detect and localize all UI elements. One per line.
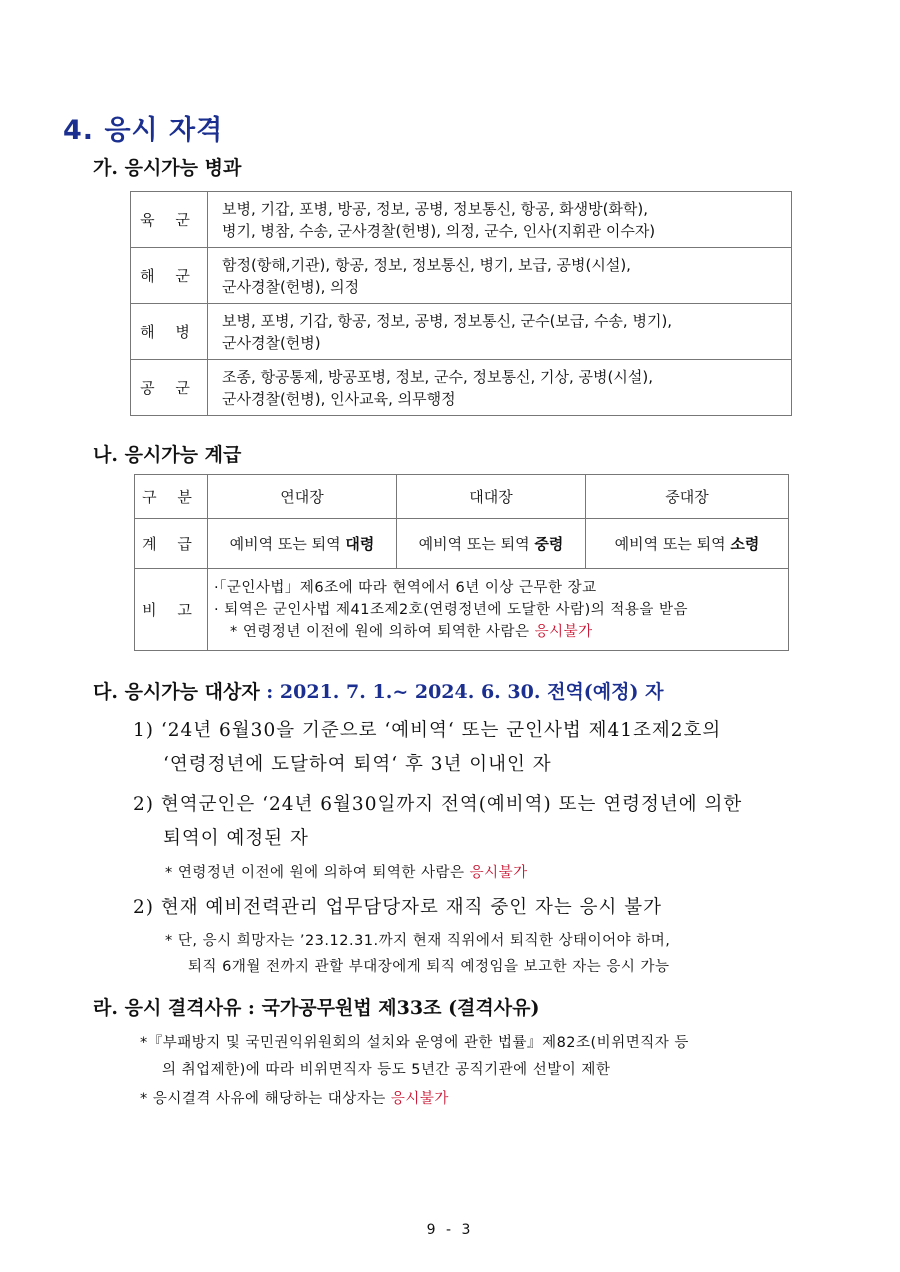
rank-col1: 예비역 또는 퇴역 대령 bbox=[208, 519, 397, 569]
disqualification-note-1-cont: 의 취업제한)에 따라 비위면직자 등도 5년간 공직기관에 선발이 제한 bbox=[162, 1062, 611, 1078]
rank-col3: 예비역 또는 퇴역 소령 bbox=[586, 519, 789, 569]
disqualification-note-1: *『부패방지 및 국민권익위원회의 설치와 운영에 관한 법률』제82조(비위면직자 등 bbox=[140, 1035, 689, 1051]
rank-label: 계 급 bbox=[135, 519, 208, 569]
header-col1: 연대장 bbox=[208, 475, 397, 519]
table-row bbox=[131, 192, 792, 248]
rank-col2: 예비역 또는 퇴역 중령 bbox=[397, 519, 586, 569]
eligibility-item-3-note-cont: 퇴직 6개월 전까지 관할 부대장에게 퇴직 예정임을 보고한 자는 응시 가능 bbox=[188, 959, 670, 975]
disqualification-note-2: * 응시결격 사유에 해당하는 대상자는 응시불가 bbox=[140, 1091, 449, 1107]
header-col3: 중대장 bbox=[586, 475, 789, 519]
remark-content: ·「군인사법」제6조에 따라 현역에서 6년 이상 근무한 장교 · 퇴역은 군인사법 제41조제2호(연령정년에 도달한 사람)의 적용을 받음 * 연령정년 이전에 원에 의하여 퇴역한 사람은 응시불가 bbox=[208, 569, 789, 651]
branch-table bbox=[130, 191, 792, 416]
branch-label: 해 군 bbox=[131, 248, 208, 304]
table-row bbox=[131, 360, 792, 416]
eligibility-item-2-note: * 연령정년 이전에 원에 의하여 퇴역한 사람은 응시불가 bbox=[165, 865, 528, 881]
branch-label: 해 병 bbox=[131, 304, 208, 360]
header-label: 구 분 bbox=[135, 475, 208, 519]
branch-list: 함정(항해,기관), 항공, 정보, 정보통신, 병기, 보급, 공병(시설), 군사경찰(헌병), 의정 bbox=[208, 248, 792, 304]
branch-label: 공 군 bbox=[131, 360, 208, 416]
eligibility-item-2-cont: 퇴역이 예정된 자 bbox=[163, 828, 309, 849]
table-row bbox=[135, 569, 789, 651]
eligibility-item-3: 2) 현재 예비전력관리 업무담당자로 재직 중인 자는 응시 불가 bbox=[133, 897, 662, 918]
eligibility-item-1: 1) ‘24년 6월30을 기준으로 ‘예비역‘ 또는 군인사법 제41조제2호의 bbox=[133, 720, 722, 741]
remark-label: 비 고 bbox=[135, 569, 208, 651]
table-row bbox=[131, 304, 792, 360]
eligibility-item-3-note: * 단, 응시 희망자는 ’23.12.31.까지 현재 직위에서 퇴직한 상태이어야 하며, bbox=[165, 933, 671, 949]
subsection-c-title: 다. 응시가능 대상자 : 2021. 7. 1.~ 2024. 6. 30. 전역(예정) 자 bbox=[93, 681, 664, 703]
eligibility-item-2: 2) 현역군인은 ‘24년 6월30일까지 전역(예비역) 또는 연령정년에 의한 bbox=[133, 794, 743, 815]
branch-list: 보병, 기갑, 포병, 방공, 정보, 공병, 정보통신, 항공, 화생방(화학), 병기, 병참, 수송, 군사경찰(헌병), 의정, 군수, 인사(지휘관 이수자) bbox=[208, 192, 792, 248]
rank-table bbox=[134, 474, 789, 651]
branch-label: 육 군 bbox=[131, 192, 208, 248]
header-col2: 대대장 bbox=[397, 475, 586, 519]
section-title: 4. 응시 자격 bbox=[63, 115, 224, 146]
branch-list: 보병, 포병, 기갑, 항공, 정보, 공병, 정보통신, 군수(보급, 수송, 병기), 군사경찰(헌병) bbox=[208, 304, 792, 360]
subsection-d-title: 라. 응시 결격사유 : 국가공무원법 제33조 (결격사유) bbox=[93, 997, 540, 1019]
table-row bbox=[135, 475, 789, 519]
subsection-a-title: 가. 응시가능 병과 bbox=[93, 157, 242, 179]
subsection-b-title: 나. 응시가능 계급 bbox=[93, 444, 242, 466]
eligibility-item-1-cont: ‘연령정년에 도달하여 퇴역‘ 후 3년 이내인 자 bbox=[163, 754, 552, 775]
table-row bbox=[135, 519, 789, 569]
page-number: 9 - 3 bbox=[426, 1222, 474, 1238]
branch-list: 조종, 항공통제, 방공포병, 정보, 군수, 정보통신, 기상, 공병(시설), 군사경찰(헌병), 인사교육, 의무행정 bbox=[208, 360, 792, 416]
table-row bbox=[131, 248, 792, 304]
